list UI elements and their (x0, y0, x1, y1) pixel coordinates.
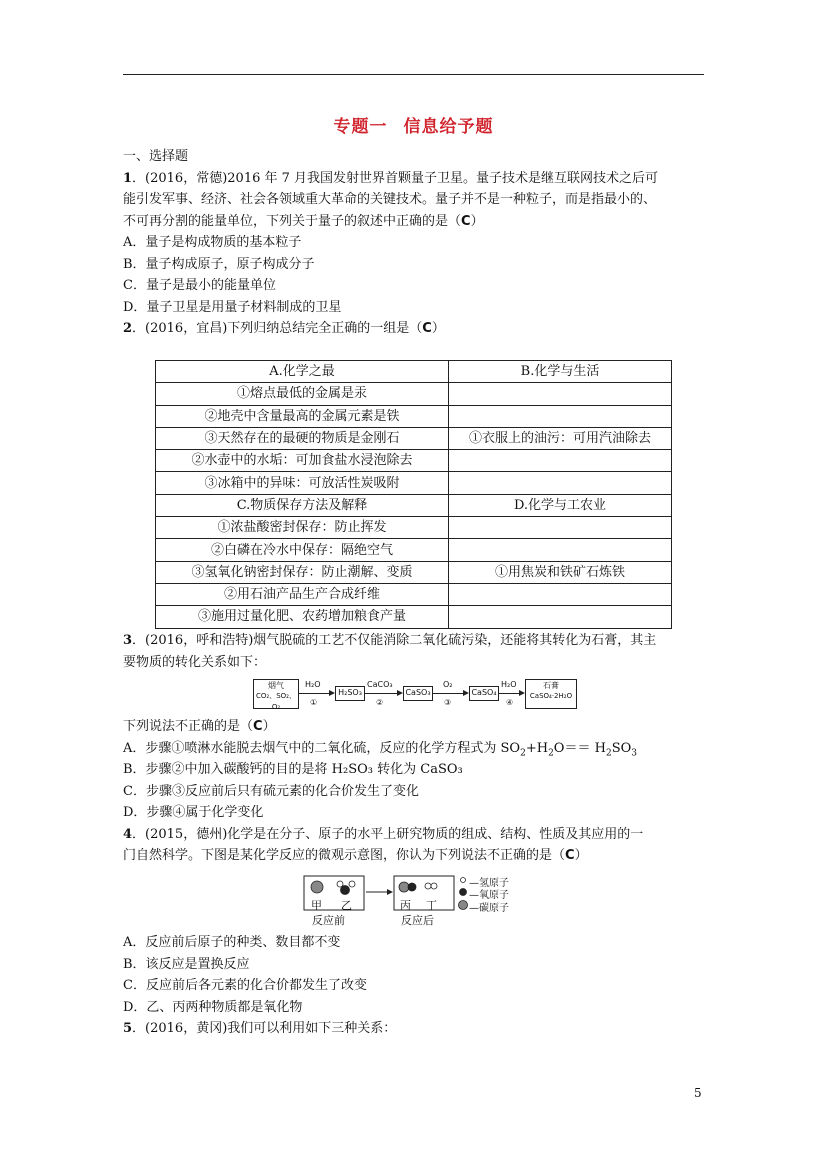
q4-options (123, 932, 705, 1040)
q1-close: ） (470, 213, 484, 229)
table-cell: ②用石油产品生产合成纤维 (156, 583, 449, 605)
q1-line3 (123, 211, 705, 233)
label-yi: 乙 (341, 899, 352, 912)
flow-box-caso3 (403, 686, 433, 701)
page-title (0, 112, 827, 137)
table-cell: C.物质保存方法及解释 (156, 494, 449, 516)
flow-box2-label: H₂SO₃ (338, 688, 362, 697)
table-cell (449, 517, 672, 539)
flow-box1-bottom: CO₂、SO₂、O₂ (256, 692, 296, 711)
table-row (156, 606, 672, 628)
question-body (123, 146, 705, 340)
flow-reagent-4: H₂O (501, 680, 517, 689)
q3-option-a-equation: ＝＝ H (564, 740, 606, 756)
table-row (156, 517, 672, 539)
carbon-atom-icon (311, 881, 323, 893)
table-cell: ②水壶中的水垢：可加食盐水浸泡除去 (156, 450, 449, 472)
flow-box-flue-gas (253, 679, 299, 709)
q5-text: ．(2016，黄冈)我们可以利用如下三种关系： (132, 1021, 397, 1036)
oxygen-atom-icon (341, 886, 350, 895)
carbon-atom-icon (399, 882, 409, 892)
q3-line2: 要物质的转化关系如下： (123, 654, 267, 670)
hydrogen-atom-icon (431, 883, 437, 889)
q1-option-a: A．量子是构成物质的基本粒子 (123, 235, 302, 250)
legend-carbon-icon (459, 901, 468, 910)
q1-option-d: D．量子卫星是用量子材料制成的卫星 (123, 299, 342, 315)
q1-line1 (123, 168, 705, 190)
table-cell: ②地壳中含量最高的金属元素是铁 (156, 405, 449, 427)
q5-line (123, 1018, 705, 1040)
q3-option-a-text: A．步骤①喷淋水能脱去烟气中的二氧化硫，反应的化学方程式为 SO (123, 740, 521, 756)
flow-step-4: ④ (506, 698, 514, 707)
flow-box4-label: CaSO₄ (471, 688, 497, 697)
flow-step-3: ③ (444, 698, 452, 707)
reaction-arrow-icon (387, 889, 393, 895)
table-cell (449, 539, 672, 561)
flow-box5-top: 石膏 (543, 681, 559, 690)
q1-text1: ．(2016，常德)2016 年 7 月我国发射世界首颗量子卫星。量子技术是继互联网技术之后可 (132, 170, 659, 186)
q2-text: ．(2016，宜昌)下列归纳总结完全正确的一组是（ (132, 321, 423, 336)
label-bing: 丙 (400, 899, 411, 912)
q4-reaction-diagram (303, 874, 528, 926)
legend-carbon: —碳原子 (469, 903, 509, 914)
q3-block (123, 630, 705, 673)
flow-box1-top: 烟气 (268, 681, 284, 690)
flow-step-1: ① (310, 698, 318, 707)
q1-text3: 不可再分割的能量单位，下列关于量子的叙述中正确的是（ (123, 213, 462, 229)
table-cell: B.化学与生活 (449, 361, 672, 383)
section-heading: 一、选择题 (123, 149, 189, 164)
q5-number: 5 (123, 1021, 133, 1036)
table-cell: D.化学与工农业 (449, 494, 672, 516)
table-cell: ②白磷在冷水中保存：隔绝空气 (156, 539, 449, 561)
table-cell: ①用焦炭和铁矿石炼铁 (449, 561, 672, 583)
q3-flow-diagram (253, 678, 577, 714)
table-row (156, 494, 672, 516)
q1-option-c: C．量子是最小的能量单位 (123, 278, 276, 293)
q3-stem (123, 716, 705, 738)
q4-answer: C (565, 848, 575, 863)
title-part1: 专题一 (333, 117, 388, 137)
flow-box3-label: CaSO₃ (405, 688, 431, 697)
q3-stem-text: 下列说法不正确的是（ (123, 719, 254, 734)
table-row (156, 472, 672, 494)
table-row (156, 383, 672, 405)
title-part2: 信息给予题 (403, 117, 494, 137)
table-cell: ①浓盐酸密封保存：防止挥发 (156, 517, 449, 539)
q2-answer: C (422, 321, 432, 336)
legend-hydrogen: —氢原子 (469, 878, 509, 889)
page-number: 5 (694, 1086, 702, 1100)
q2-number: 2 (123, 321, 133, 336)
table-cell (449, 450, 672, 472)
oxygen-atom-icon (408, 883, 416, 891)
hydrogen-atom-icon (425, 883, 431, 889)
table-row (156, 583, 672, 605)
q3-text1: ．(2016，呼和浩特)烟气脱硫的工艺不仅能消除二氧化硫污染，还能将其转化为石膏，其主 (132, 633, 657, 648)
table-row (156, 427, 672, 449)
header-rule (123, 74, 704, 75)
q3-option-c: C．步骤③反应前后只有硫元素的化合价发生了变化 (123, 783, 419, 799)
table-row (156, 405, 672, 427)
legend-hydrogen-icon (461, 878, 466, 883)
q3-option-b: B．步骤②中加入碳酸钙的目的是将 H₂SO₃ 转化为 CaSO₃ (123, 762, 463, 777)
table-cell (449, 405, 672, 427)
table-cell: ③冰箱中的异味：可放活性炭吸附 (156, 472, 449, 494)
table-cell (449, 383, 672, 405)
table-cell: ③施用过量化肥、农药增加粮食产量 (156, 606, 449, 628)
flow-box5-bottom: CaSO₄·2H₂O (529, 692, 573, 700)
table-cell (449, 583, 672, 605)
flow-box-h2so3 (335, 686, 365, 701)
q4-option-a: A．反应前后原子的种类、数目都不变 (123, 935, 341, 950)
flow-reagent-3: O₂ (443, 680, 453, 689)
q3-option-a: A．步骤①喷淋水能脱去烟气中的二氧化硫，反应的化学方程式为 $SO_2+H_2O== H_2SO_3$ (123, 740, 637, 759)
q3-line1 (123, 630, 705, 652)
q4-close: ） (574, 848, 588, 863)
table-cell: A.化学之最 (156, 361, 449, 383)
q3-answer: C (253, 719, 263, 734)
legend-oxygen: —氧原子 (469, 890, 509, 901)
q4-option-c: C．反应前后各元素的化合价都发生了改变 (123, 978, 367, 993)
label-ding: 丁 (426, 899, 437, 912)
caption-after: 反应后 (401, 914, 434, 927)
q4-option-d: D．乙、丙两种物质都是氧化物 (123, 999, 303, 1015)
q1-answer: C (461, 213, 471, 229)
table-cell: ③天然存在的最硬的物质是金刚石 (156, 427, 449, 449)
legend-oxygen-icon (460, 889, 467, 896)
q1-number: 1 (123, 170, 133, 186)
q3-close: ） (262, 719, 276, 734)
q3-options (123, 716, 705, 867)
caption-before: 反应前 (312, 914, 345, 927)
flow-box-gypsum (525, 679, 577, 709)
q2-close: ） (431, 321, 445, 336)
flow-box-caso4 (469, 686, 499, 701)
table-row (156, 361, 672, 383)
q4-line1 (123, 824, 705, 846)
table-row (156, 539, 672, 561)
q2-stem (123, 318, 705, 340)
q2-summary-table (155, 360, 672, 629)
q4-text1: ．(2015，德州)化学是在分子、原子的水平上研究物质的组成、结构、性质及其应用的一 (132, 826, 644, 842)
table-cell (449, 606, 672, 628)
flow-reagent-2: CaCO₃ (367, 680, 393, 689)
q4-text2: 门自然科学。下图是某化学反应的微观示意图，你认为下列说法不正确的是（ (123, 848, 566, 863)
q1-line2: 能引发军事、经济、社会各领域重大革命的关键技术。量子并不是一种粒子，而是指最小的、 (123, 192, 657, 207)
flow-step-2: ② (376, 698, 384, 707)
table-cell: ③氢氧化钠密封保存：防止潮解、变质 (156, 561, 449, 583)
table-row (156, 561, 672, 583)
hydrogen-atom-icon (349, 881, 355, 887)
q4-line2 (123, 845, 705, 867)
q4-number: 4 (123, 826, 133, 842)
label-jia: 甲 (311, 899, 322, 912)
q3-number: 3 (123, 633, 133, 648)
table-row (156, 450, 672, 472)
q4-option-b: B．该反应是置换反应 (123, 956, 250, 972)
table-cell (449, 472, 672, 494)
flow-reagent-1: H₂O (305, 680, 321, 689)
q3-option-d: D．步骤④属于化学变化 (123, 805, 264, 820)
table-cell: ①熔点最低的金属是汞 (156, 383, 449, 405)
q1-option-b: B．量子构成原子，原子构成分子 (123, 256, 315, 272)
table-cell: ①衣服上的油污：可用汽油除去 (449, 427, 672, 449)
